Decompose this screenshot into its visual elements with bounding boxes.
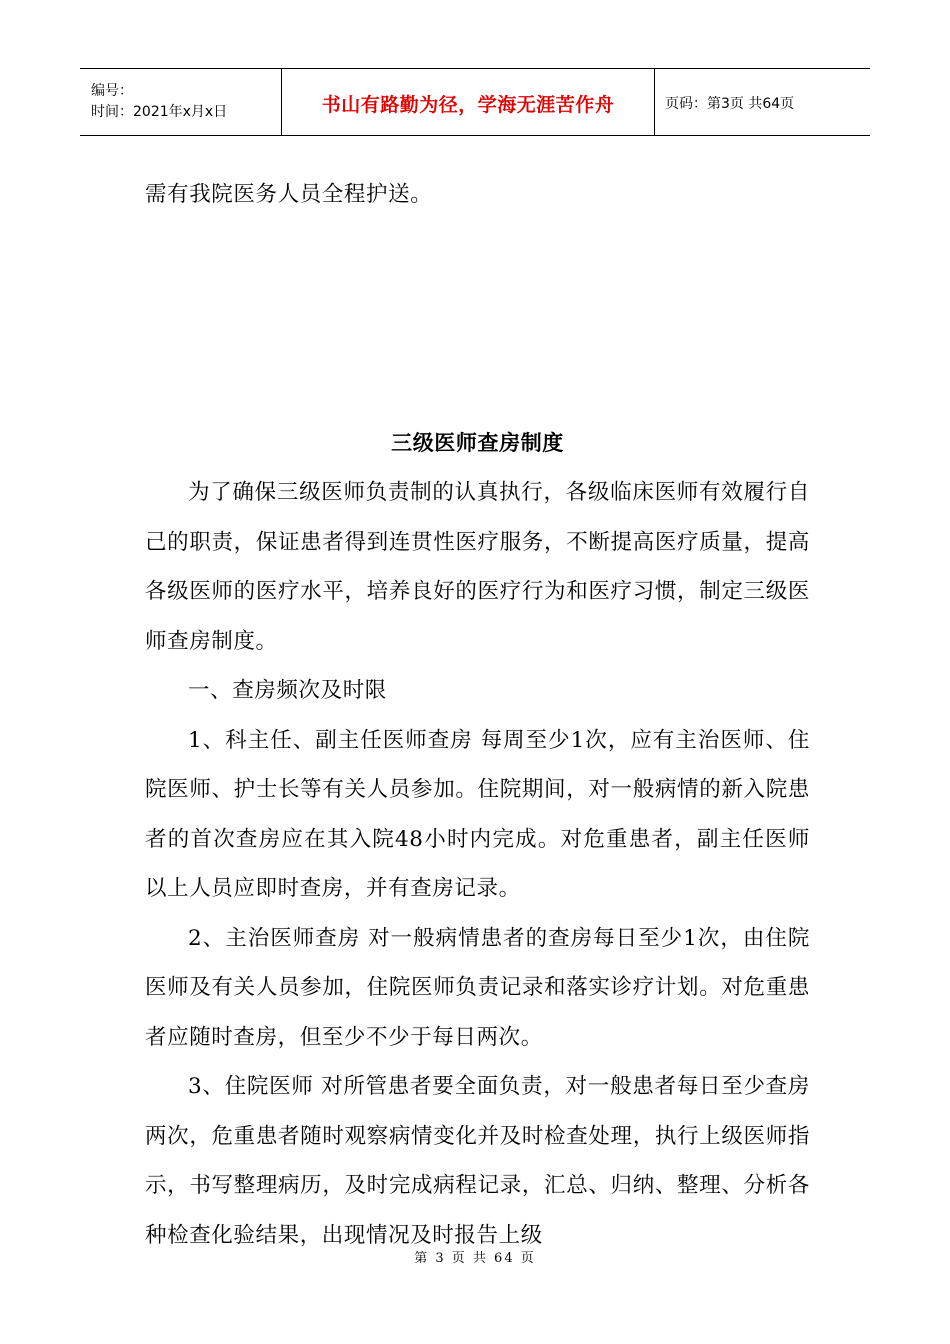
carryover-text: 需有我院医务人员全程护送。 [145, 182, 433, 207]
header-motto-text: 书山有路勤为径，学海无涯苦作舟 [321, 93, 615, 116]
item-paragraph-3: 3、住院医师 对所管患者要全面负责，对一般患者每日至少查房两次，危重患者随时观察病情变化并及时检查处理，执行上级医师指示，书写整理病历，及时完成病程记录，汇总、归纳、整理、分析各种检查化验结果，出现情况及时报告上级 [145, 1074, 810, 1248]
header-number: 编号： [91, 83, 133, 99]
section-spacer [145, 220, 810, 419]
item-paragraph-2: 2、主治医师查房 对一般病情患者的查房每日至少1次，由住院医师及有关人员参加，住院医师负责记录和落实诊疗计划。对危重患者应随时查房，但至少不少于每日两次。 [145, 925, 810, 1050]
header-date: 时间：2021年x月x日 [91, 104, 228, 120]
document-title: 三级医师查房制度 [391, 430, 564, 455]
document-body [145, 170, 810, 1260]
header-meta [80, 69, 282, 135]
section-heading-1: 一、查房频次及时限 [188, 678, 387, 703]
footer-page-number: 第 3 页 共 64 页 [414, 1251, 536, 1266]
page-footer [0, 1247, 950, 1266]
item-paragraph-1: 1、科主任、副主任医师查房 每周至少1次，应有主治医师、住院医师、护士长等有关人员参加。住院期间，对一般病情的新入院患者的首次查房应在其入院48小时内完成。对危重患者，副主任医师以上人员应即时查房，并有查房记录。 [145, 727, 810, 901]
header-page-info-text: 页码：第3页 共64页 [665, 96, 795, 112]
header-page-info [655, 69, 870, 135]
intro-paragraph: 为了确保三级医师负责制的认真执行，各级临床医师有效履行自己的职责，保证患者得到连贯性医疗服务，不断提高医疗质量，提高各级医师的医疗水平，培养良好的医疗行为和医疗习惯，制定三级医师查房制度。 [145, 480, 810, 654]
page-header [80, 68, 870, 136]
header-motto [282, 69, 655, 135]
